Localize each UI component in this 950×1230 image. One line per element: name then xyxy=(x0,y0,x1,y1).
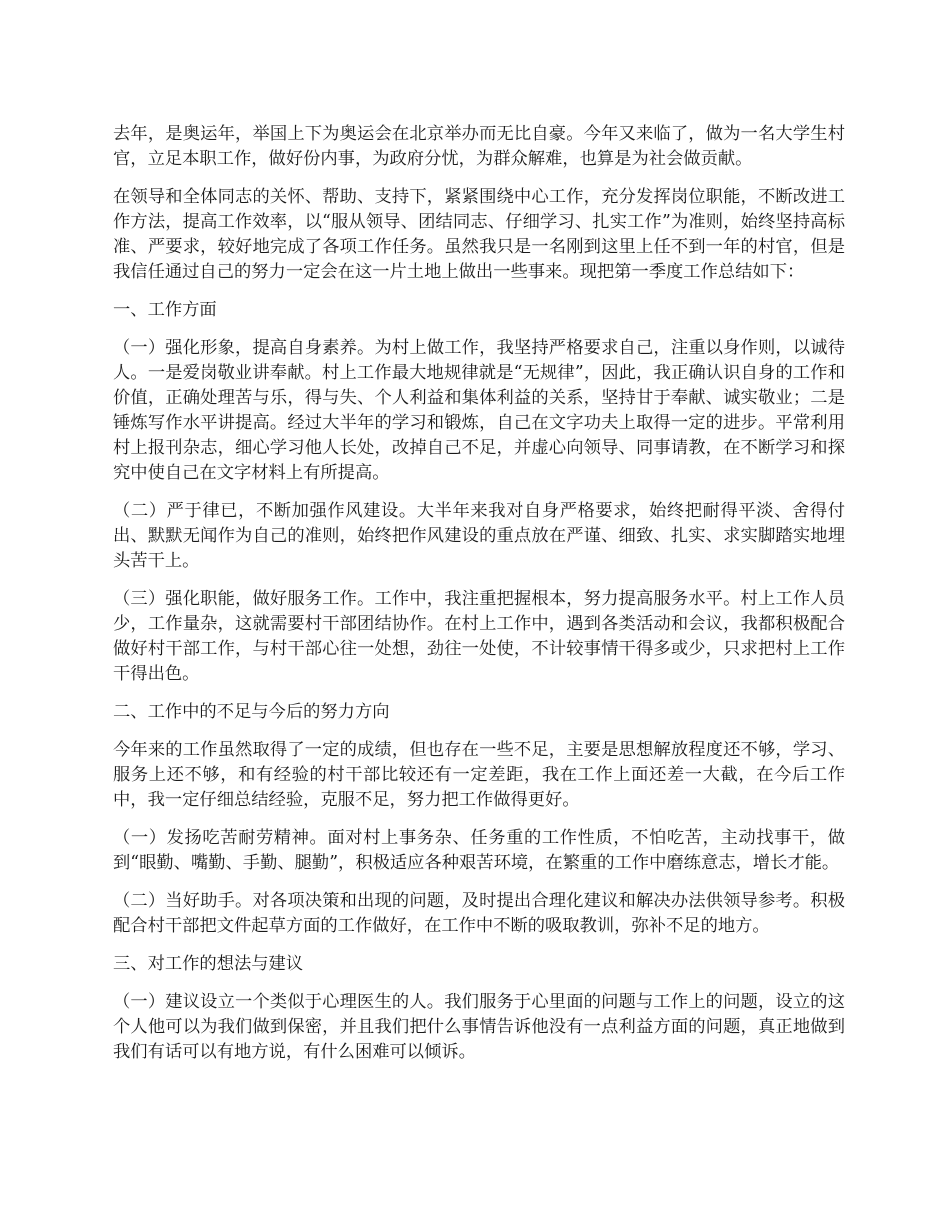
paragraph-shortcomings-1: （一）发扬吃苦耐劳精神。面对村上事务杂、任务重的工作性质，不怕吃苦，主动找事干，做到“眼勤、嘴勤、手勤、腿勤”，积极适应各种艰苦环境，在繁重的工作中磨练意志，增长才能。 xyxy=(113,828,845,873)
document-body xyxy=(113,122,845,1078)
paragraph-work-1: （一）强化形象，提高自身素养。为村上做工作，我坚持严格要求自己，注重以身作则，以诚待人。一是爱岗敬业讲奉献。村上工作最大地规律就是“无规律”，因此，我正确认识自身的工作和价值，正确处理苦与乐，得与失、个人利益和集体利益的关系，坚持甘于奉献、诚实敬业；二是锤炼写作水平讲提高。经过大半年的学习和锻炼，自己在文字功夫上取得一定的进步。平常利用村上报刊杂志，细心学习他人长处，改掉自己不足，并虚心向领导、同事请教，在不断学习和探究中使自己在文字材料上有所提高。 xyxy=(113,338,845,483)
section-heading-suggestions: 三、对工作的想法与建议 xyxy=(113,954,304,974)
paragraph-shortcomings-2: （二）当好助手。对各项决策和出现的问题，及时提出合理化建议和解决办法供领导参考。积极配合村干部把文件起草方面的工作做好，在工作中不断的吸取教训，弥补不足的地方。 xyxy=(113,891,845,936)
paragraph-suggestions-1: （一）建议设立一个类似于心理医生的人。我们服务于心里面的问题与工作上的问题，设立的这个人他可以为我们做到保密，并且我们把什么事情告诉他没有一点利益方面的问题，真正地做到我们有话可以有地方说，有什么困难可以倾诉。 xyxy=(113,992,845,1062)
paragraph-overview: 在领导和全体同志的关怀、帮助、支持下，紧紧围绕中心工作，充分发挥岗位职能，不断改进工作方法，提高工作效率，以“服从领导、团结同志、仔细学习、扎实工作”为准则，始终坚持高标准、严要求，较好地完成了各项工作任务。虽然我只是一名刚到这里上任不到一年的村官，但是我信任通过自己的努力一定会在这一片土地上做出一些事来。现把第一季度工作总结如下： xyxy=(113,187,845,282)
paragraph-work-2: （二）严于律已，不断加强作风建设。大半年来我对自身严格要求，始终把耐得平淡、舍得付出、默默无闻作为自己的准则，始终把作风建设的重点放在严谨、细致、扎实、求实脚踏实地埋头苦干上。 xyxy=(113,501,845,571)
paragraph-intro: 去年，是奥运年，举国上下为奥运会在北京举办而无比自豪。今年又来临了，做为一名大学生村官，立足本职工作，做好份内事，为政府分忧，为群众解难，也算是为社会做贡献。 xyxy=(113,124,845,169)
paragraph-work-3: （三）强化职能，做好服务工作。工作中，我注重把握根本，努力提高服务水平。村上工作人员少，工作量杂，这就需要村干部团结协作。在村上工作中，遇到各类活动和会议，我都积极配合做好村干部工作，与村干部心往一处想，劲往一处使，不计较事情干得多或少，只求把村上工作干得出色。 xyxy=(113,589,845,684)
section-heading-work: 一、工作方面 xyxy=(113,300,217,320)
paragraph-shortcomings-intro: 今年来的工作虽然取得了一定的成绩，但也存在一些不足，主要是思想解放程度还不够，学习、服务上还不够，和有经验的村干部比较还有一定差距，我在工作上面还差一大截，在今后工作中，我一定仔细总结经验，克服不足，努力把工作做得更好。 xyxy=(113,740,845,810)
section-heading-shortcomings: 二、工作中的不足与今后的努力方向 xyxy=(113,702,390,722)
